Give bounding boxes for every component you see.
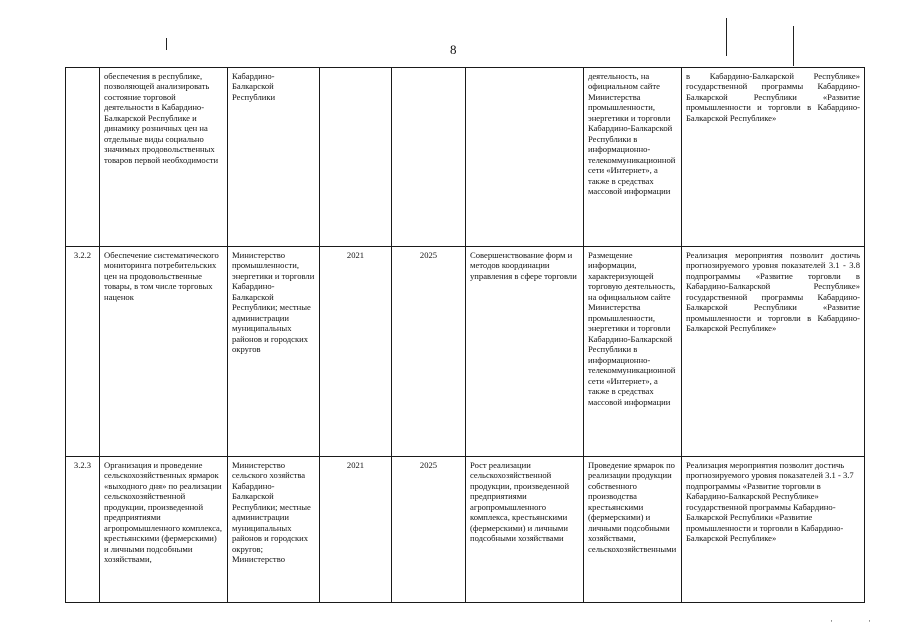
result-cell: Рост реализации сельскохозяйственной продукции, произведенной предприятиями агропромышленного комплекса, крестьянскими (фермерскими) и личными подсобными хозяйствами	[466, 457, 584, 603]
scan-dot: ·	[830, 616, 833, 626]
scan-mark	[166, 38, 167, 50]
executor-cell: Кабардино-Балкарской Республики	[228, 68, 320, 247]
row-number: 3.2.3	[66, 457, 100, 603]
scan-mark	[793, 26, 794, 66]
end-year-cell: 2025	[392, 457, 466, 603]
table-row	[66, 247, 865, 457]
link-cell: в Кабардино-Балкарской Республике» государственной программы Кабардино-Балкарской Республики «Развитие промышленности и торговли в Кабардино-Балкарской Республике»	[682, 68, 865, 247]
start-year-cell: 2021	[320, 457, 392, 603]
event-cell: Организация и проведение сельскохозяйственных ярмарок «выходного дня» по реализации сельскохозяйственной продукции, произведенной предприятиями агропромышленного комплекса, крестьянскими (фермерскими) и личными подсобными хозяйствами,	[100, 457, 228, 603]
executor-cell: Министерство сельского хозяйства Кабардино-Балкарской Республики; местные администрации муниципальных районов и городских округов; Министерство	[228, 457, 320, 603]
method-cell: Размещение информации, характеризующей торговую деятельность, на официальном сайте Министерства промышленности, энергетики и торговли Кабардино-Балкарской Республики в информационно-телекоммуникационной сети «Интернет», а также в средствах массовой информации	[584, 247, 682, 457]
table-row	[66, 457, 865, 603]
start-year-cell: 2021	[320, 247, 392, 457]
scan-mark	[726, 18, 727, 56]
link-cell: Реализация мероприятия позволит достичь прогнозируемого уровня показателей 3.1 - 3.8 подпрограммы «Развитие торговли в Кабардино-Балкарской Республике» государственной программы Кабардино-Балкарской Республики «Развитие промышленности и торговли в Кабардино-Балкарской Республике»	[682, 247, 865, 457]
row-number	[66, 68, 100, 247]
result-cell	[466, 68, 584, 247]
events-table	[65, 67, 865, 603]
start-year-cell	[320, 68, 392, 247]
end-year-cell: 2025	[392, 247, 466, 457]
link-cell: Реализация мероприятия позволит достичь прогнозируемого уровня показателей 3.1 - 3.7 подпрограммы «Развитие торговли в Кабардино-Балкарской Республике» государственной программы Кабардино-Балкарской Республики «Развитие промышленности и торговли в Кабардино-Балкарской Республике»	[682, 457, 865, 603]
executor-cell: Министерство промышленности, энергетики и торговли Кабардино-Балкарской Республики; местные администрации муниципальных районов и городских округов	[228, 247, 320, 457]
event-cell: Обеспечение систематического мониторинга потребительских цен на продовольственные товары, в том числе торговых наценок	[100, 247, 228, 457]
result-cell: Совершенствование форм и методов координации управления в сфере торговли	[466, 247, 584, 457]
end-year-cell	[392, 68, 466, 247]
event-cell: обеспечения в республике, позволяющей анализировать состояние торговой деятельности в Кабардино-Балкарской Республике и динамику розничных цен на отдельные виды социально значимых продовольственных товаров первой необходимости	[100, 68, 228, 247]
method-cell: Проведение ярмарок по реализации продукции собственного производства крестьянскими (фермерскими) и личными подсобными хозяйствами, сельскохозяйственными	[584, 457, 682, 603]
page-number: 8	[450, 42, 457, 57]
row-number: 3.2.2	[66, 247, 100, 457]
method-cell: деятельность, на официальном сайте Министерства промышленности, энергетики и торговли Кабардино-Балкарской Республики в информационно-телекоммуникационной сети «Интернет», а также в средствах массовой информации	[584, 68, 682, 247]
table-row	[66, 68, 865, 247]
scan-dot: ·	[868, 616, 871, 626]
